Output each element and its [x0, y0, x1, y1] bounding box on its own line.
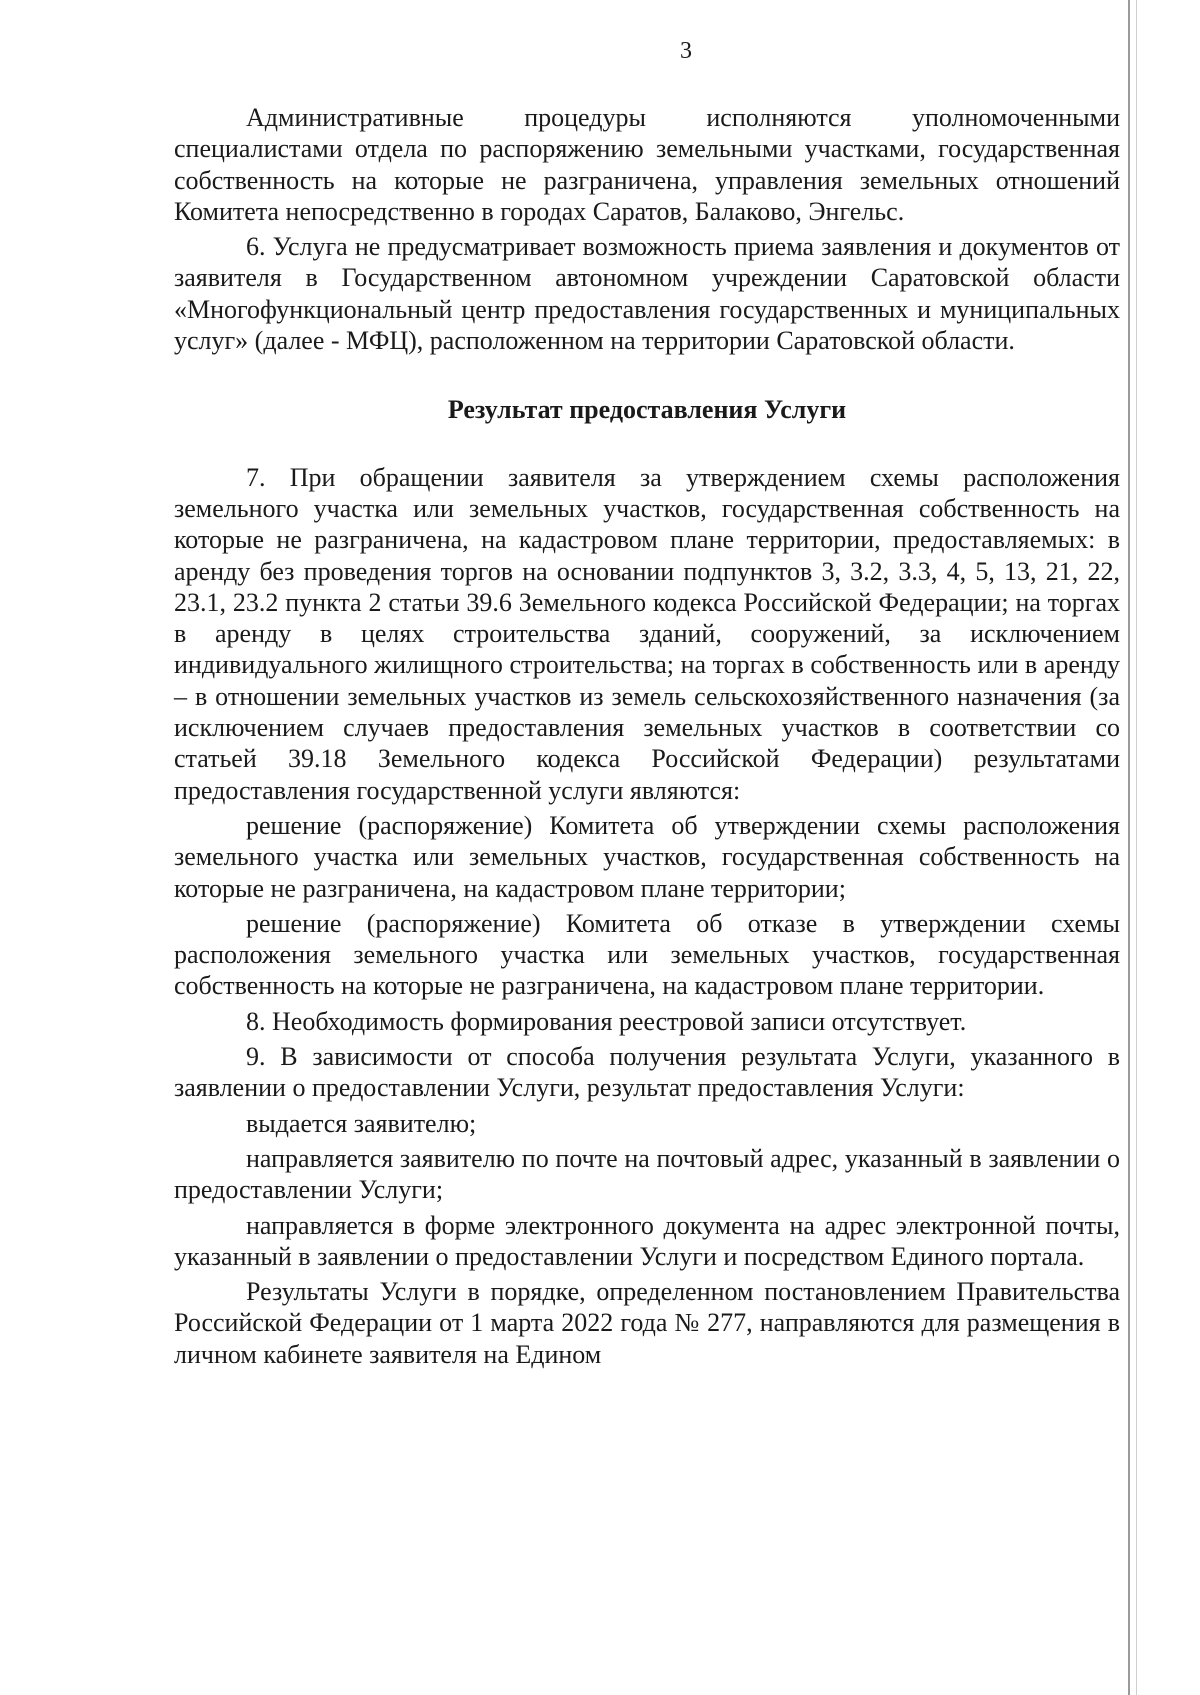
page-edge-shadow: [1136, 0, 1137, 1695]
page-edge-line: [1128, 0, 1130, 1695]
paragraph-decision-approval: решение (распоряжение) Комитета об утверждении схемы расположения земельного участка или земельных участков, государственная собственность на которые не разграничена, на кадастровом плане территории;: [174, 810, 1120, 903]
paragraph-admin-procedures: Административные процедуры исполняются уполномоченными специалистами отдела по распоряжению земельными участками, государственная собственность на которые не разграничена, управления земельных отношений Комитета непосредственно в городах Саратов, Балаково, Энгельс.: [174, 103, 1120, 226]
paragraph-sent-electronically: направляется в форме электронного документа на адрес электронной почты, указанный в заявлении о предоставлении Услуги и посредством Единого портала.: [174, 1210, 1120, 1271]
paragraph-9-delivery: 9. В зависимости от способа получения результата Услуги, указанного в заявлении о предоставлении Услуги, результат предоставления Услуги:: [174, 1042, 1120, 1103]
paragraph-8-registry: 8. Необходимость формирования реестровой записи отсутствует.: [246, 1006, 967, 1036]
paragraph-7-results: 7. При обращении заявителя за утверждением схемы расположения земельного участка или земельных участков, государственная собственность на которые не разграничена, на кадастровом плане территории, предоставляемых: в аренду без проведения торгов на основании подпунктов 3, 3.2, 3.3, 4, 5, 13, 21, 22, 23.1, 23.2 пункта 2 статьи 39.6 Земельного кодекса Российской Федерации; на торгах в аренду в целях строительства зданий, сооружений, за исключением индивидуального жилищного строительства; на торгах в собственность или в аренду – в отношении земельных участков из земель сельскохозяйственного назначения (за исключением случаев предоставления земельных участков в соответствии со статьей 39.18 Земельного кодекса Российской Федерации) результатами предоставления государственной услуги являются:: [174, 462, 1120, 805]
section-heading: Результат предоставления Услуги: [447, 395, 847, 425]
paragraph-sent-by-mail: направляется заявителю по почте на почтовый адрес, указанный в заявлении о предоставлении Услуги;: [174, 1143, 1120, 1205]
paragraph-results-personal-account: Результаты Услуги в порядке, определенном постановлением Правительства Российской Федерации от 1 марта 2022 года № 277, направляются для размещения в личном кабинете заявителя на Едином: [174, 1277, 1120, 1369]
page-number: 3: [680, 38, 692, 64]
paragraph-issued-to-applicant: выдается заявителю;: [246, 1108, 477, 1138]
document-body: [174, 102, 1120, 1370]
paragraph-decision-refusal: решение (распоряжение) Комитета об отказе в утверждении схемы расположения земельного участка или земельных участков, государственная собственность на которые не разграничена, на кадастровом плане территории.: [174, 908, 1120, 1001]
paragraph-6-mfc: 6. Услуга не предусматривает возможность приема заявления и документов от заявителя в Государственном автономном учреждении Саратовской области «Многофункциональный центр предоставления государственных и муниципальных услуг» (далее - МФЦ), расположенном на территории Саратовской области.: [174, 232, 1120, 356]
